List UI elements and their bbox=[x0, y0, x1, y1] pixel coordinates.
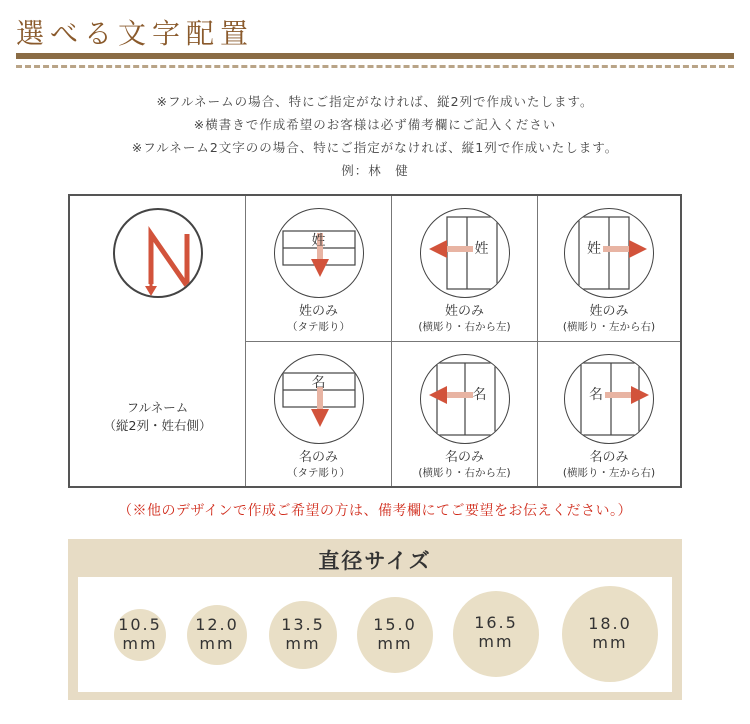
size-list bbox=[78, 577, 672, 692]
layout-grid bbox=[68, 194, 682, 488]
note-line: ※フルネームの場合、特にご指定がなければ、縦2列で作成いたします。 bbox=[156, 94, 594, 109]
note-example: 例：林 健 bbox=[341, 163, 409, 178]
seal-preview bbox=[420, 208, 510, 298]
design-request-note: （※他のデザインで作成ご希望の方は、備考欄にてご要望をお伝えください。） bbox=[117, 503, 633, 519]
seal-char: 名 bbox=[589, 387, 603, 403]
layout-label: 姓のみ bbox=[589, 304, 629, 319]
title-divider-dashed bbox=[16, 65, 734, 68]
layout-mei-vertical bbox=[246, 342, 392, 486]
size-dot: 15.0 mm bbox=[357, 597, 433, 673]
layout-sublabel: (横彫り・左から右) bbox=[562, 467, 656, 479]
seal-char: 姓 bbox=[587, 241, 601, 257]
seal-char: 姓 bbox=[311, 233, 326, 249]
layout-label: 名のみ bbox=[298, 450, 338, 465]
seal-preview bbox=[564, 208, 654, 298]
size-dot: 16.5 mm bbox=[453, 591, 539, 677]
layout-sublabel: (横彫り・右から左) bbox=[418, 467, 511, 479]
layout-sublabel: (横彫り・左から右) bbox=[562, 321, 656, 333]
seal-preview-full bbox=[113, 208, 203, 298]
seal-preview bbox=[420, 354, 510, 444]
notes bbox=[0, 90, 750, 182]
size-title: 直径サイズ bbox=[318, 549, 432, 573]
title-divider-bar bbox=[16, 53, 734, 59]
layout-full-name bbox=[70, 196, 246, 486]
layout-sublabel: （タテ彫り） bbox=[287, 467, 350, 479]
layout-sei-vertical bbox=[246, 196, 392, 342]
seal-preview bbox=[274, 354, 364, 444]
layout-label: 名のみ bbox=[589, 450, 629, 465]
layout-sei-horizontal-rtl bbox=[392, 196, 538, 342]
layout-sublabel: (横彫り・右から左) bbox=[418, 321, 511, 333]
size-dot: 13.5 mm bbox=[269, 601, 337, 669]
layout-sublabel: （縦2列・姓右側） bbox=[103, 418, 212, 433]
seal-preview bbox=[564, 354, 654, 444]
size-dot: 10.5 mm bbox=[114, 609, 166, 661]
note-line: ※フルネーム2文字のの場合、特にご指定がなければ、縦1列で作成いたします。 bbox=[131, 140, 619, 155]
layout-label: 名のみ bbox=[444, 450, 484, 465]
layout-sei-horizontal-ltr bbox=[538, 196, 680, 342]
note-line: ※横書きで作成希望のお客様は必ず備考欄にご記入ください bbox=[193, 117, 557, 132]
seal-char: 姓 bbox=[474, 241, 489, 257]
seal-char: 名 bbox=[311, 375, 326, 391]
layout-label: フルネーム bbox=[126, 400, 189, 415]
layout-mei-horizontal-ltr bbox=[538, 342, 680, 486]
section-title: 選べる文字配置 bbox=[16, 17, 255, 50]
size-dot: 18.0 mm bbox=[562, 586, 658, 682]
seal-preview bbox=[274, 208, 364, 298]
size-dot: 12.0 mm bbox=[187, 605, 247, 665]
layout-label: 姓のみ bbox=[444, 304, 484, 319]
n-glyph-icon bbox=[115, 210, 203, 298]
seal-char: 名 bbox=[472, 387, 487, 403]
layout-label: 姓のみ bbox=[298, 304, 338, 319]
layout-sublabel: （タテ彫り） bbox=[287, 321, 350, 333]
size-panel bbox=[68, 539, 682, 700]
layout-mei-horizontal-rtl bbox=[392, 342, 538, 486]
